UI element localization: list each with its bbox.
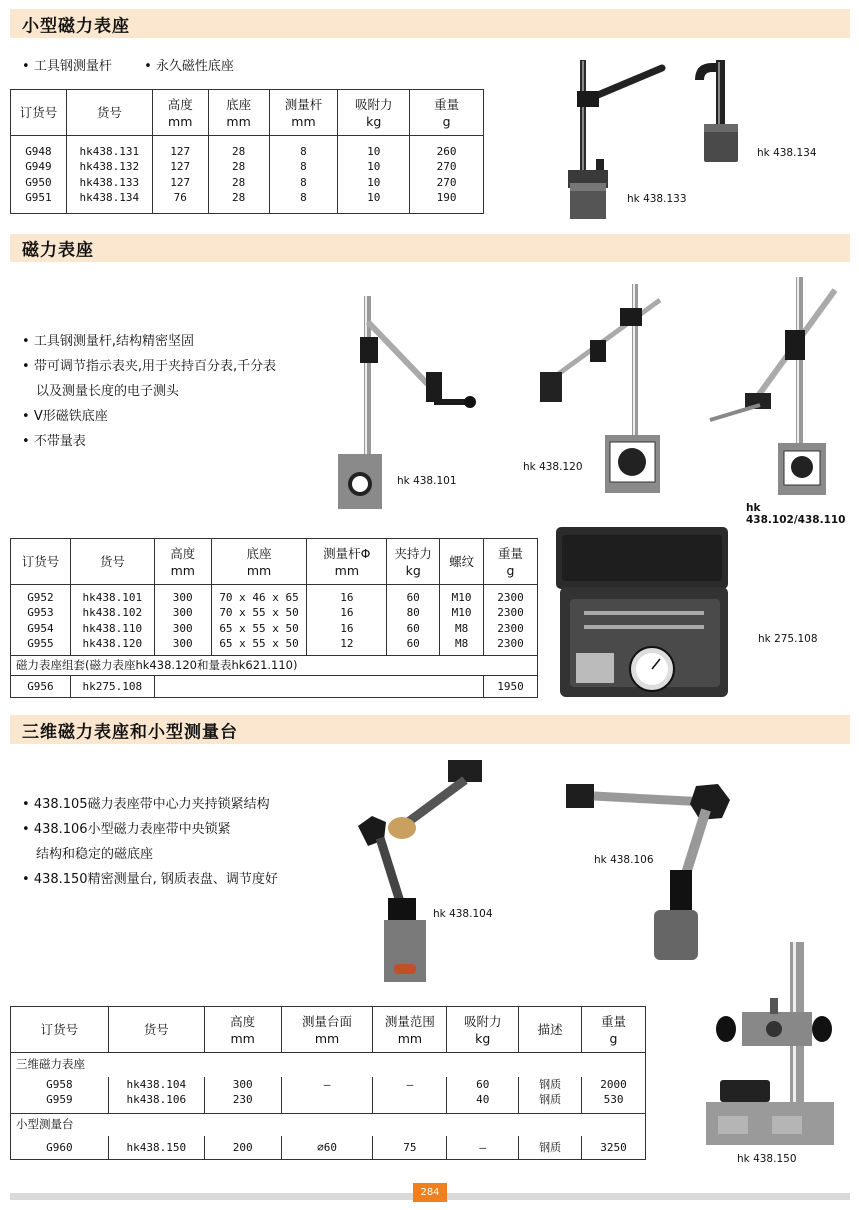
col-header: 吸附力 kg <box>338 90 410 136</box>
section-title: 磁力表座 <box>22 240 94 261</box>
image-caption: hk 438.106 <box>594 854 654 866</box>
product-image-hk438104 <box>350 758 490 983</box>
spec-table-small-base <box>10 89 484 214</box>
col-header: 货号 <box>66 90 152 136</box>
feature-item: • 438.105磁力表座带中心力夹持锁紧结构 <box>22 792 278 817</box>
table-row: G952 hk438.101 300 70 x 46 x 65 16 60 M10 2300 <box>11 590 538 606</box>
table-row: G950 hk438.133 127 28 8 10 270 <box>11 175 484 191</box>
table-row: G954 hk438.110 300 65 x 55 x 50 16 60 M8 2300 <box>11 621 538 637</box>
col-header: 重量 g <box>582 1007 646 1053</box>
col-header: 测量杆 mm <box>269 90 338 136</box>
col-header: 测量台面 mm <box>281 1007 373 1053</box>
image-caption: hk 438.133 <box>627 193 687 205</box>
feature-item: • 不带量表 <box>22 429 276 454</box>
table-row: G956 hk275.108 1950 <box>11 676 538 698</box>
table-row: G948 hk438.131 127 28 8 10 260 <box>11 144 484 160</box>
col-header: 订货号 <box>11 1007 109 1053</box>
feature-item: • 工具钢测量杆 <box>22 59 112 74</box>
col-header: 底座 mm <box>208 90 269 136</box>
col-header: 描述 <box>519 1007 582 1053</box>
image-caption: hk 438.104 <box>433 908 493 920</box>
feature-item: • V形磁铁底座 <box>22 404 276 429</box>
col-header: 夹持力 kg <box>387 539 440 585</box>
table-row: G959 hk438.106 230 40 钢质 530 <box>11 1092 646 1108</box>
col-header: 底座 mm <box>211 539 307 585</box>
image-caption: hk 275.108 <box>758 633 818 645</box>
section-header-3d-magnetic-base <box>10 715 850 744</box>
table-group-row: 小型测量台 <box>11 1114 646 1136</box>
page-number: 284 <box>413 1183 447 1202</box>
table-group-row: 磁力表座组套(磁力表座hk438.120和量表hk621.110) <box>11 656 538 676</box>
feature-item: 以及测量长度的电子测头 <box>36 384 180 399</box>
section-header-small-magnetic-base <box>10 9 850 38</box>
feature-item: 结构和稳定的磁底座 <box>36 847 154 862</box>
feature-item: • 工具钢测量杆,结构精密坚固 <box>22 329 276 354</box>
col-header: 订货号 <box>11 539 71 585</box>
col-header: 高度 mm <box>204 1007 281 1053</box>
spec-table-3d-base <box>10 1006 646 1160</box>
col-header: 高度 mm <box>152 90 208 136</box>
col-header: 测量杆Φ mm <box>307 539 387 585</box>
feature-item: • 永久磁性底座 <box>144 59 234 74</box>
section-title: 三维磁力表座和小型测量台 <box>22 722 238 742</box>
feature-item: • 带可调节指示表夹,用于夹持百分表,千分表 <box>22 354 276 379</box>
table-row: G958 hk438.104 300 – – 60 钢质 2000 <box>11 1077 646 1093</box>
table-row: G960 hk438.150 200 ∅60 75 – 钢质 3250 <box>11 1136 646 1160</box>
col-header: 订货号 <box>11 90 67 136</box>
spec-table-magnetic-base <box>10 538 538 698</box>
col-header: 货号 <box>70 539 154 585</box>
table-row: G955 hk438.120 300 65 x 55 x 50 12 60 M8 2300 <box>11 636 538 652</box>
col-header: 吸附力 kg <box>447 1007 519 1053</box>
col-header: 高度 mm <box>154 539 211 585</box>
product-image-hk438102-438110 <box>700 275 850 500</box>
table-group-row: 三维磁力表座 <box>11 1053 646 1077</box>
feature-list <box>22 792 278 892</box>
col-header: 重量 g <box>484 539 538 585</box>
image-caption: hk 438.134 <box>757 147 817 159</box>
section-title: 小型磁力表座 <box>22 16 130 36</box>
feature-item: • 438.106小型磁力表座带中央锁紧 <box>22 817 278 842</box>
product-image-hk275108 <box>556 527 731 697</box>
col-header: 重量 g <box>410 90 484 136</box>
feature-list <box>22 54 234 79</box>
product-image-hk438150 <box>702 940 842 1150</box>
image-caption: hk 438.102/438.110 <box>746 502 846 526</box>
image-caption: hk 438.120 <box>523 461 583 473</box>
table-row: G951 hk438.134 76 28 8 10 190 <box>11 190 484 206</box>
col-header: 测量范围 mm <box>373 1007 447 1053</box>
product-image-hk438134 <box>690 58 750 168</box>
col-header: 螺纹 <box>440 539 484 585</box>
image-caption: hk 438.150 <box>737 1153 797 1165</box>
table-row: G949 hk438.132 127 28 8 10 270 <box>11 159 484 175</box>
product-image-hk438106 <box>556 770 736 965</box>
feature-list <box>22 329 276 454</box>
section-header-magnetic-base <box>10 234 850 262</box>
image-caption: hk 438.101 <box>397 475 457 487</box>
table-row: G953 hk438.102 300 70 x 55 x 50 16 80 M10 2300 <box>11 605 538 621</box>
feature-item: • 438.150精密测量台, 钢质表盘、调节度好 <box>22 867 278 892</box>
col-header: 货号 <box>108 1007 204 1053</box>
